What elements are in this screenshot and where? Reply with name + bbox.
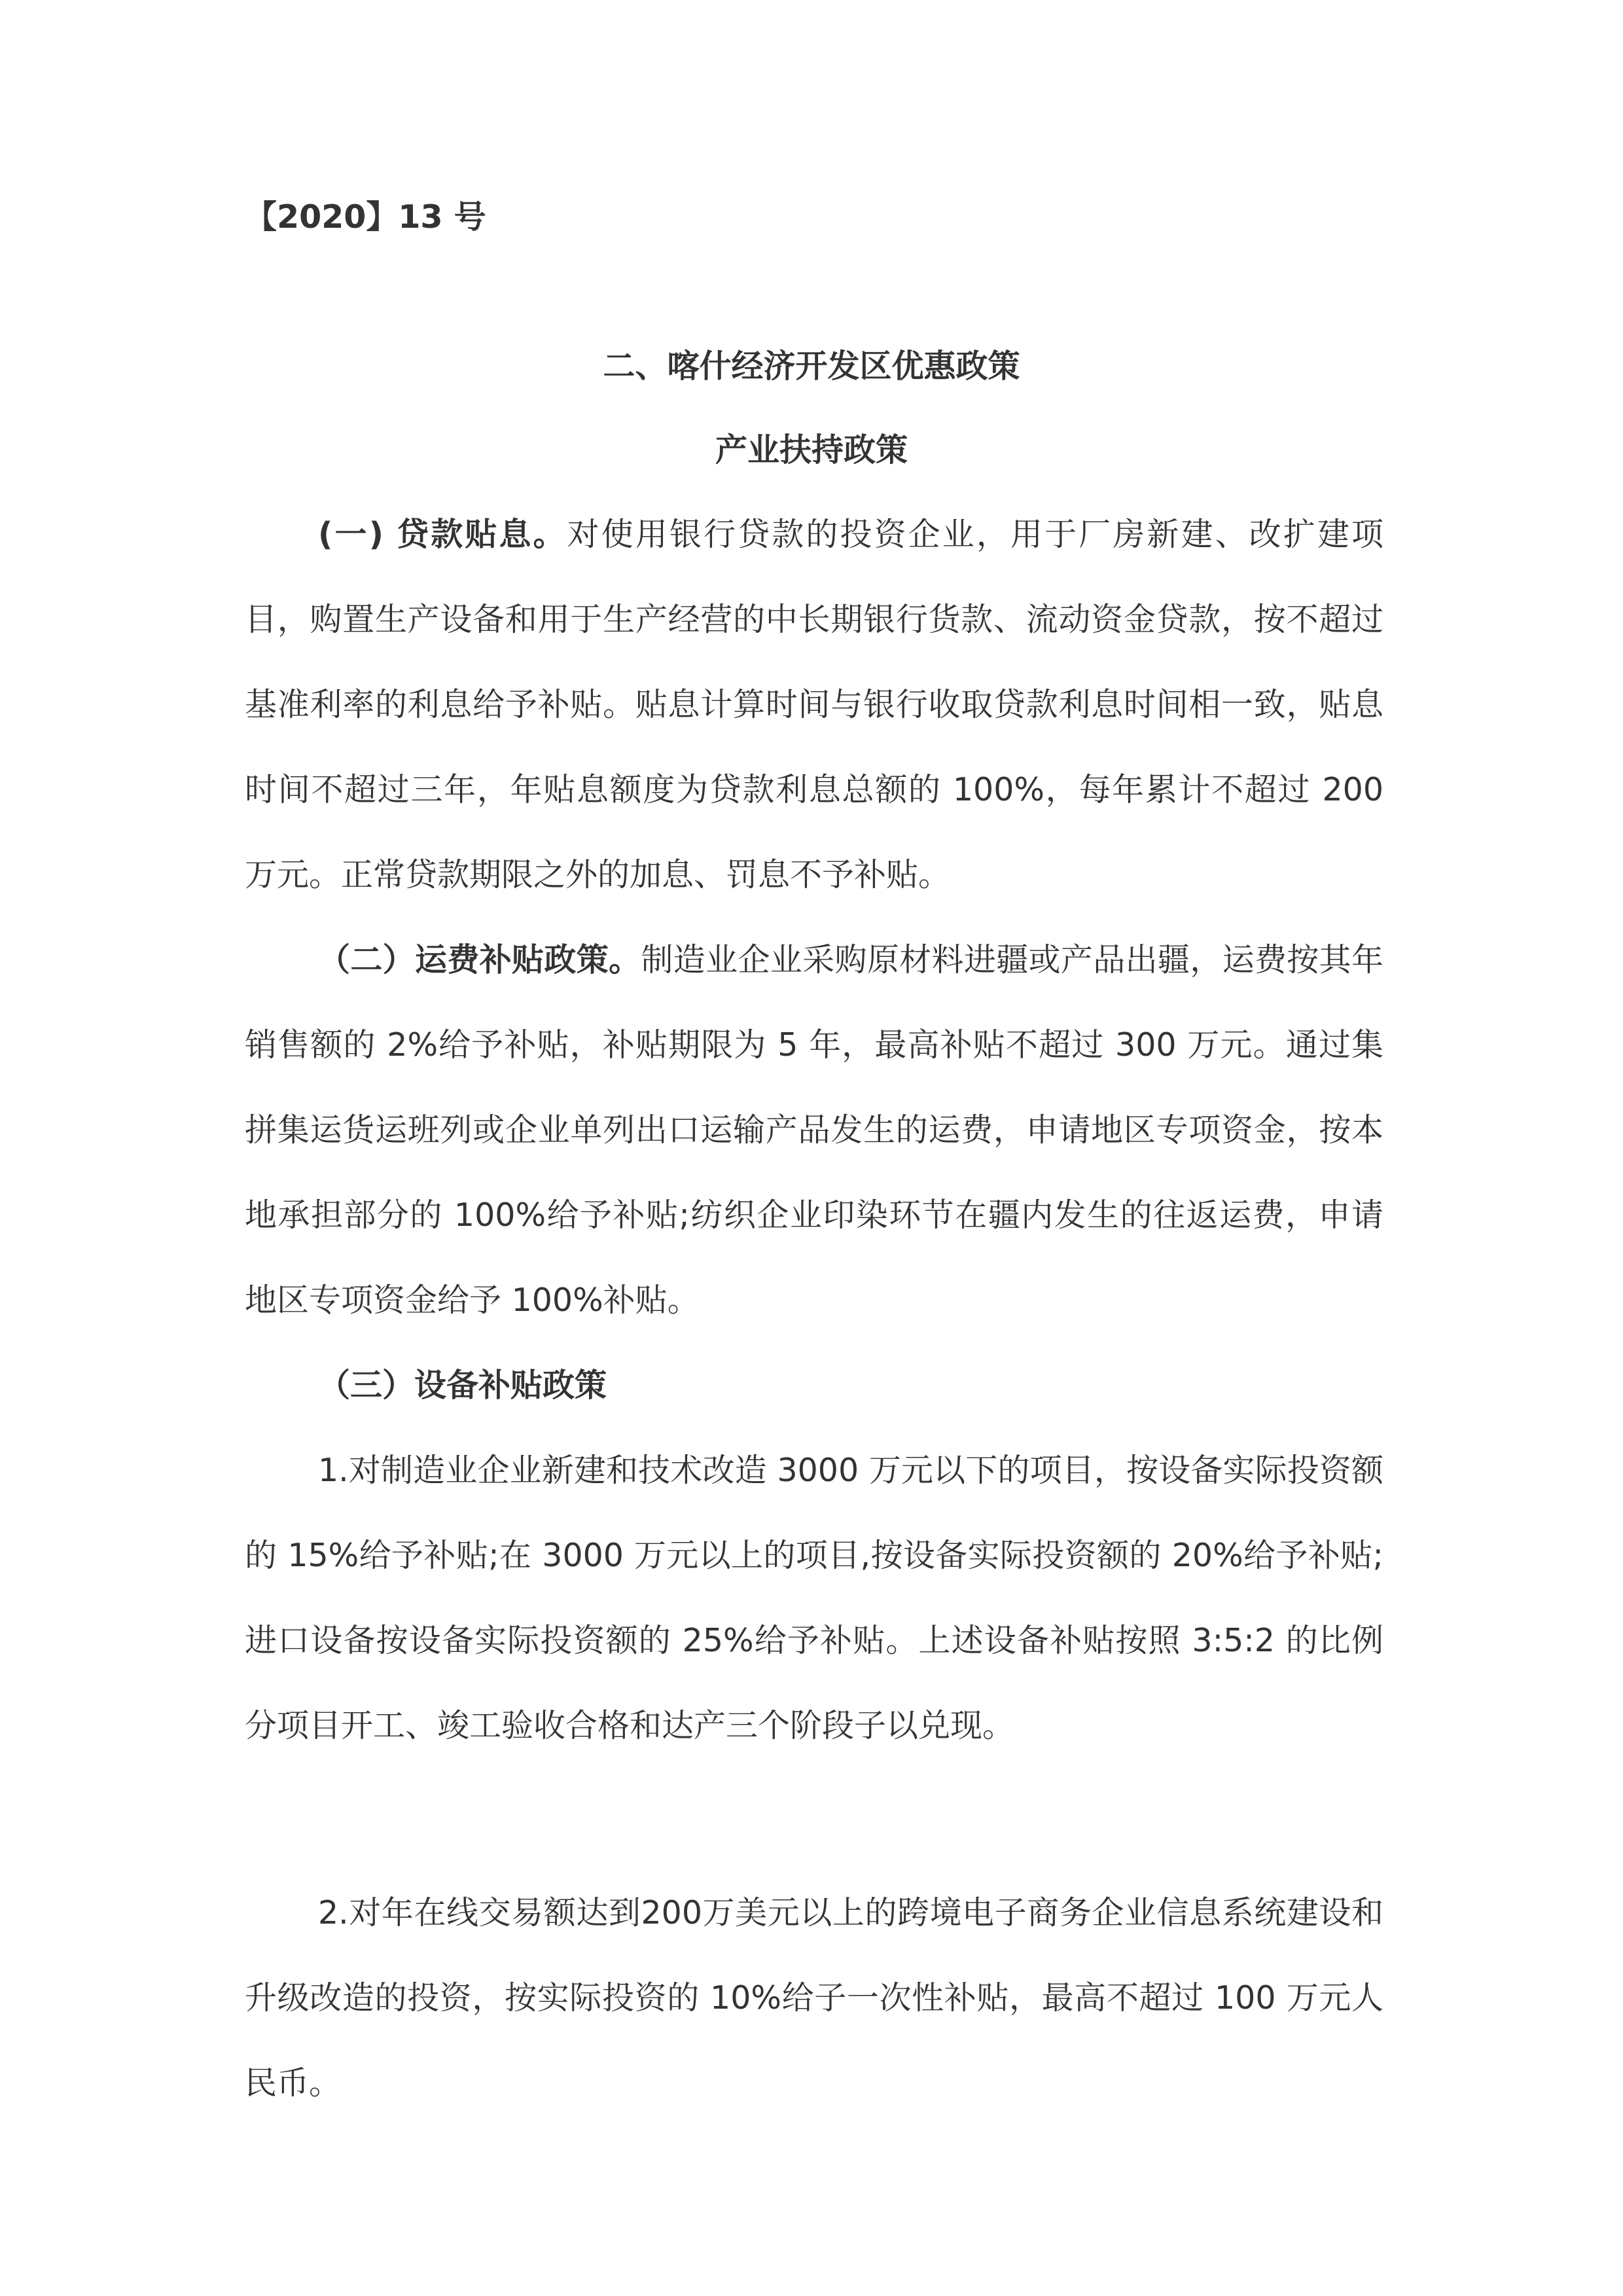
- paragraph-lead: （三）设备补贴政策: [318, 1367, 607, 1404]
- paragraph-lead: (一) 贷款贴息。: [318, 516, 567, 553]
- paragraph-lead: （二）运费补贴政策。: [318, 941, 641, 978]
- paragraph-text: 1.对制造业企业新建和技术改造 3000 万元以下的项目，按设备实际投资额的 15%给予补贴;在 3000 万元以上的项目,按设备实际投资额的 20%给予补贴;进口设备按设备实际投资额的 25%给予补贴。上述设备补贴按照 3:5:2 的比例分项目开工、竣工验收合格和达产三个阶段子以兑现。: [245, 1452, 1383, 1744]
- paragraph-loan-interest: [245, 492, 1383, 918]
- subtitle: 产业扶持政策: [715, 431, 908, 469]
- section-title: 二、喀什经济开发区优惠政策: [603, 348, 1020, 385]
- paragraph-text: 对使用银行贷款的投资企业，用于厂房新建、改扩建项目，购置生产设备和用于生产经营的中长期银行货款、流动资金贷款，按不超过基准利率的利息给予补贴。贴息计算时间与银行收取贷款利息时间相一致，贴息时间不超过三年，年贴息额度为贷款利息总额的 100%，每年累计不超过 200 万元。正常贷款期限之外的加息、罚息不予补贴。: [245, 516, 1383, 893]
- paragraph-equipment-item-2: [245, 1871, 1383, 2126]
- paragraph-text: 2.对年在线交易额达到200万美元以上的跨境电子商务企业信息系统建设和升级改造的投资，按实际投资的 10%给子一次性补贴，最高不超过 100 万元人民币。: [245, 1894, 1383, 2102]
- paragraph-freight-subsidy: [245, 918, 1383, 1343]
- document-number: 【2020】13 号: [245, 198, 486, 236]
- paragraph-text: 制造业企业采购原材料进疆或产品出疆，运费按其年销售额的 2%给予补贴，补贴期限为 5 年，最高补贴不超过 300 万元。通过集拼集运货运班列或企业单列出口运输产品发生的运费，申请地区专项资金，按本地承担部分的 100%给予补贴;纺织企业印染环节在疆内发生的往返运费，申请地区专项资金给予 100%补贴。: [245, 941, 1383, 1319]
- paragraph-equipment-item-1: [245, 1428, 1383, 1768]
- paragraph-equipment-heading: [245, 1343, 1383, 1428]
